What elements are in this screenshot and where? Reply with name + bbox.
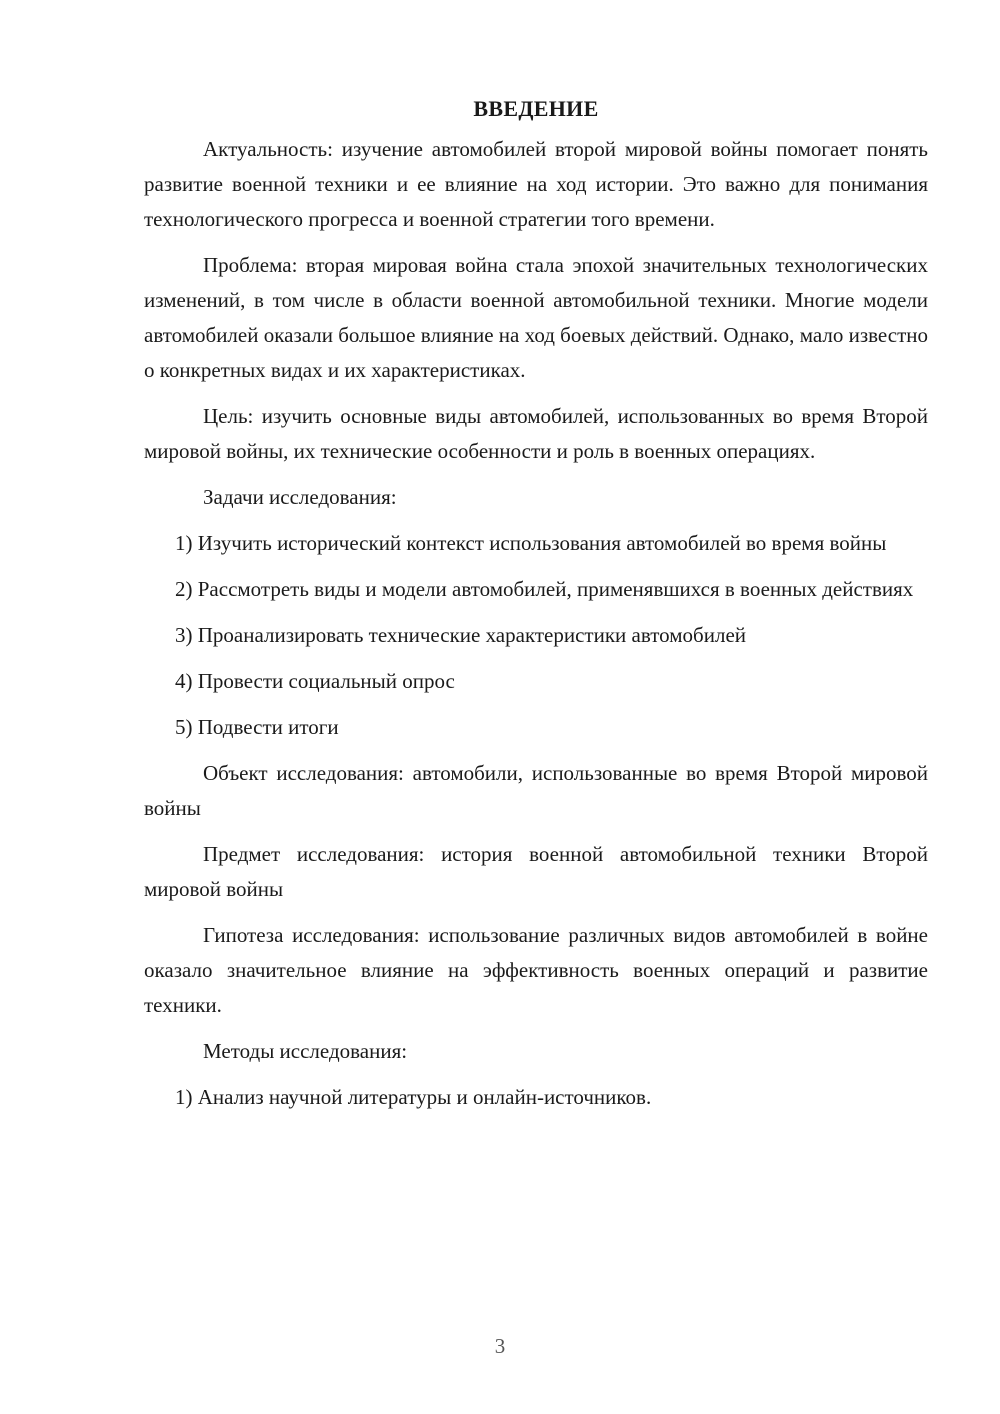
object-paragraph: Объект исследования: автомобили, использованные во время Второй мировой войны <box>144 761 928 820</box>
hypothesis-paragraph: Гипотеза исследования: использование различных видов автомобилей в войне оказало значительное влияние на эффективность военных операций и развитие техники. <box>144 923 928 1017</box>
section-title: ВВЕДЕНИЕ <box>473 96 599 121</box>
task-item-1: 1) Изучить исторический контекст использования автомобилей во время войны <box>175 531 887 555</box>
page-number: 3 <box>494 1334 506 1358</box>
task-item-2: 2) Рассмотреть виды и модели автомобилей, применявшихся в военных действиях <box>175 577 914 601</box>
task-item-5: 5) Подвести итоги <box>175 715 339 739</box>
task-item-4: 4) Провести социальный опрос <box>175 669 455 693</box>
task-item-3: 3) Проанализировать технические характеристики автомобилей <box>175 623 746 647</box>
document-page <box>144 92 928 1126</box>
goal-paragraph: Цель: изучить основные виды автомобилей, использованных во время Второй мировой войны, их технические особенности и роль в военных операциях. <box>144 404 928 463</box>
methods-heading: Методы исследования: <box>203 1039 408 1063</box>
tasks-heading: Задачи исследования: <box>203 485 397 509</box>
relevance-paragraph: Актуальность: изучение автомобилей второй мировой войны помогает понять развитие военной техники и ее влияние на ход истории. Это важно для понимания технологического прогресса и военной стратегии того времени. <box>144 137 928 231</box>
method-item-1: 1) Анализ научной литературы и онлайн-источников. <box>175 1085 652 1109</box>
subject-paragraph: Предмет исследования: история военной автомобильной техники Второй мировой войны <box>144 842 928 901</box>
problem-paragraph: Проблема: вторая мировая война стала эпохой значительных технологических изменений, в том числе в области военной автомобильной техники. Многие модели автомобилей оказали большое влияние на ход боевых действий. Однако, мало известно о конкретных видах и их характеристиках. <box>144 253 928 382</box>
